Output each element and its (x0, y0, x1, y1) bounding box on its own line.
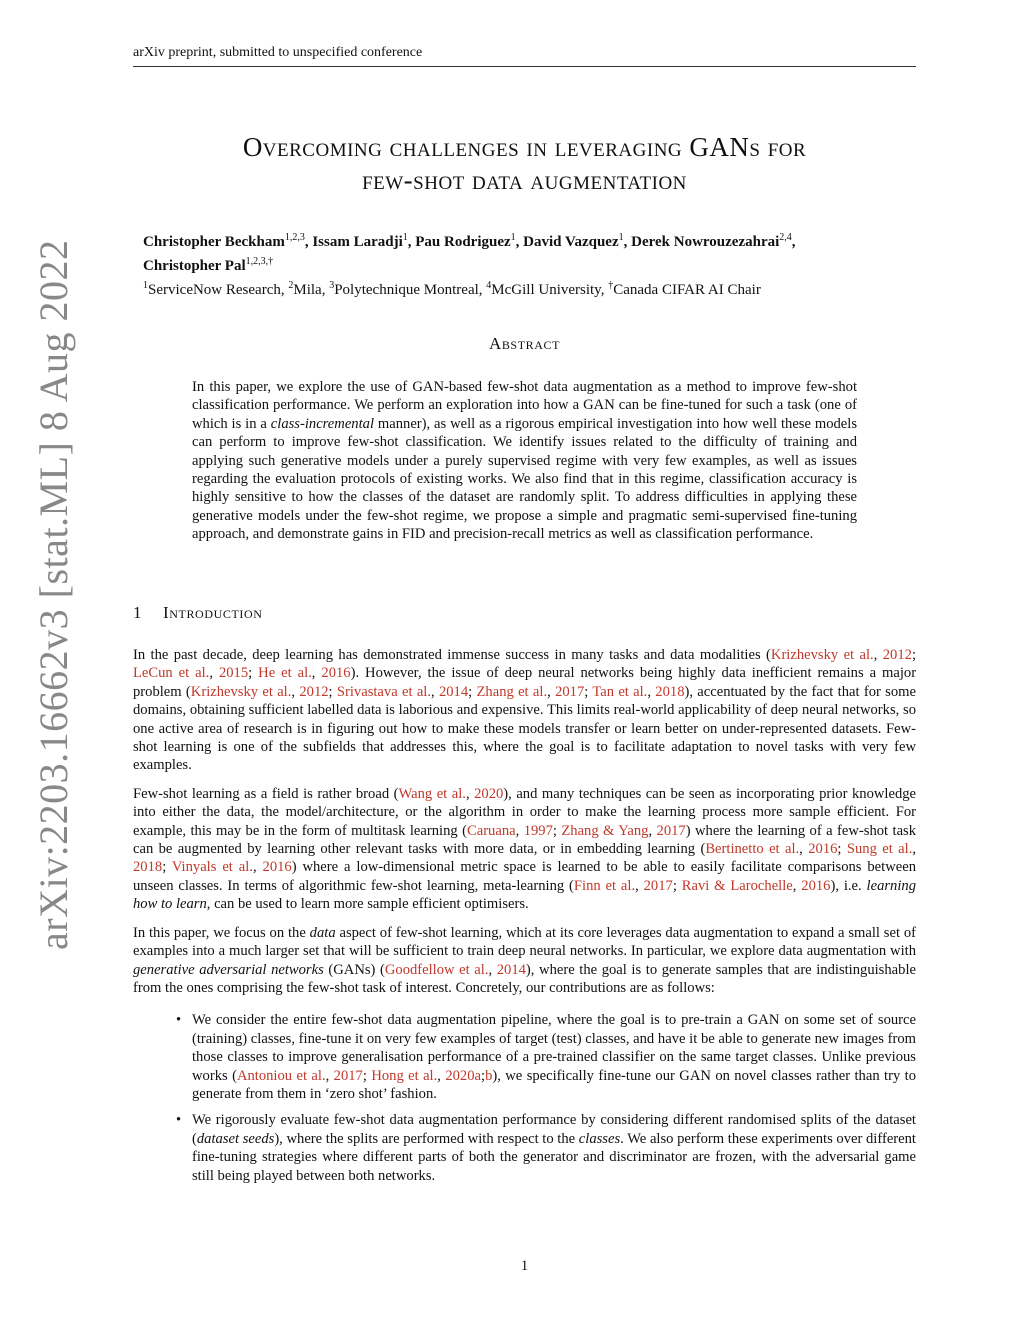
citation-link[interactable]: 2015 (218, 665, 249, 682)
affil-sup: 1 (143, 280, 148, 291)
citation-link[interactable]: 2014 (496, 961, 526, 978)
citation-link[interactable]: 1997 (523, 822, 553, 839)
affiliation: ServiceNow Research, (148, 282, 289, 298)
affil-sup: 3 (329, 280, 335, 291)
citation-link[interactable]: Sung et al. (846, 841, 913, 858)
citation-link[interactable]: 2014 (438, 683, 469, 700)
introduction-body (133, 646, 916, 1193)
author-sup: 1 (510, 232, 516, 243)
citation-link[interactable]: 2016 (321, 665, 351, 682)
citation-link[interactable]: Zhang & Yang (561, 822, 649, 839)
author: Christopher Beckham (143, 234, 285, 250)
paragraph-3: In this paper, we focus on the data aspect of few-shot learning, which at its core leverages data augmentation to expand a small set of examples into a much larger set that will be sufficient to train deep neural networks. In particular, we explore data augmentation with generative adversarial networks (GANs) (Goodfellow et al., 2014), where the goal is to generate samples that are indistinguishable from the ones comprising the few-shot task of interest. Concretely, our contributions are as follows: (133, 924, 916, 996)
citation-link[interactable]: Krizhevsky et al. (190, 683, 292, 700)
citation-link[interactable]: He et al. (258, 665, 312, 682)
page-number: 1 (520, 1258, 529, 1274)
affiliation: Mila, (293, 282, 330, 298)
affil-sup: 2 (288, 280, 294, 291)
citation-link[interactable]: Krizhevsky et al. (770, 647, 874, 663)
citation-link[interactable]: 2020 (474, 785, 504, 802)
page-header: arXiv preprint, submitted to unspecified conference (133, 44, 916, 67)
abstract-text: In this paper, we explore the use of GAN-based few-shot data augmentation as a method to improve few-shot classification performance. We perform an exploration into how a GAN can be fine-tuned for such a task (one of which is in a class-incremental manner), as well as a rigorous empirical investigation into how well these models can perform to improve few-shot classification. We identify issues related to the difficulty of training and applying such generative models under a purely supervised regime with very few examples, as well as issues regarding the evaluation protocols of existing works. We also find that in this regime, classification accuracy is highly sensitive to how the classes of the dataset are randomly split. To address difficulties in applying these generative models under the few-shot regime, we propose a simple and pragmatic semi-supervised fine-tuning approach, and demonstrate gains in FID and precision-recall metrics as well as classification performance. (192, 379, 858, 543)
citation-link[interactable]: 2018 (133, 859, 163, 876)
citation-link[interactable]: Tan et al. (592, 683, 648, 700)
citation-link[interactable]: Caruana (466, 822, 516, 839)
paper-title (133, 131, 916, 197)
author-sup: 2,4 (779, 232, 792, 243)
paragraph-2: Few-shot learning as a field is rather broad (Wang et al., 2020), and many techniques can be seen as incorporating prior knowledge into either the data, the model/architecture, or the algorithm in order to make the learning process more sample efficient. For example, this may be in the form of multitask learning (Caruana, 1997; Zhang & Yang, 2017) where the learning of a few-shot task can be augmented by learning other relevant tasks with more data, or in embedding learning (Bertinetto et al., 2016; Sung et al., 2018; Vinyals et al., 2016) where a low-dimensional metric space is learned to be able to easily facilitate comparisons between unseen classes. In terms of algorithmic few-shot learning, meta-learning (Finn et al., 2017; Ravi & Larochelle, 2016), i.e. learning how to learn, can be used to learn more sample efficient optimisers. (133, 785, 917, 913)
citation-link[interactable]: 2017 (656, 822, 686, 839)
author: David Vazquez (523, 234, 619, 250)
title-line-1: Overcoming challenges in leveraging GANs for (242, 132, 807, 162)
affiliation: Canada CIFAR AI Chair (613, 282, 761, 298)
citation-link[interactable]: Finn et al. (573, 877, 636, 894)
list-item: • We consider the entire few-shot data augmentation pipeline, where the goal is to pre-train a GAN on some set of source (training) classes, fine-tune it on very few examples of target (test) classes, and have it be able to generate new images from those classes to improve generalisation performance of a pre-trained classifier on the same target classes. Unlike previous works (Antoniou et al., 2017; Hong et al., 2020a;b), we specifically fine-tune our GAN on novel classes rather than try to generate from them in ‘zero shot’ fashion. (176, 1012, 916, 1102)
citation-link[interactable]: Srivastava et al. (336, 683, 431, 700)
citation-link[interactable]: b (485, 1067, 493, 1084)
citation-link[interactable]: Antoniou et al. (236, 1067, 326, 1084)
citation-link[interactable]: 2020a (445, 1067, 481, 1084)
affiliations (143, 276, 918, 300)
citation-link[interactable]: Zhang et al. (476, 683, 548, 700)
title-line-2: few-shot data augmentation (362, 165, 687, 195)
citation-link[interactable]: 2018 (655, 683, 685, 700)
citation-link[interactable]: Bertinetto et al. (705, 841, 800, 858)
citation-link[interactable]: Wang et al. (398, 785, 466, 802)
arxiv-identifier: arXiv:2203.16662v3 [stat.ML] 8 Aug 2022 (31, 239, 76, 950)
affiliation: Polytechnique Montreal, (334, 282, 487, 298)
section-title: Introduction (163, 603, 263, 622)
citation-link[interactable]: Hong et al. (371, 1067, 438, 1084)
citation-link[interactable]: 2017 (333, 1067, 363, 1084)
citation-link[interactable]: Vinyals et al. (171, 859, 253, 876)
citation-link[interactable]: LeCun et al. (133, 665, 210, 682)
author-sup: 1 (402, 232, 408, 243)
author-sup: 1,2,3 (284, 232, 305, 243)
author-sup: 1 (618, 232, 624, 243)
citation-link[interactable]: 2012 (299, 683, 329, 700)
affiliation: McGill University, (491, 282, 609, 298)
section-number: 1 (133, 603, 143, 622)
citation-link[interactable]: Goodfellow et al. (384, 961, 489, 978)
citation-link[interactable]: Ravi & Larochelle (681, 877, 793, 894)
citation-link[interactable]: 2016 (801, 877, 831, 894)
author-names: Christopher Beckham$^{1,2,3}$, Issam Laradji$^1$, Pau Rodriguez$^1$, David Vazquez$^1$, Derek Nowrouzezahrai$^{2,4}$, Christopher Pal$^{1,2,3,\dagger}$ (143, 232, 796, 274)
bullet-icon: • (176, 1112, 182, 1129)
contributions-list (133, 1011, 916, 1185)
author: Derek Nowrouzezahrai (631, 234, 780, 250)
bullet-icon: • (176, 1012, 182, 1029)
affil-sup: 4 (486, 280, 492, 291)
author-block (143, 228, 918, 300)
author: Pau Rodriguez (415, 234, 511, 250)
citation-link[interactable]: 2016 (808, 841, 838, 858)
author: Christopher Pal (143, 258, 246, 274)
citation-link[interactable]: 2017 (555, 683, 585, 700)
author-sup: 1,2,3,† (245, 256, 274, 267)
citation-link[interactable]: 2012 (882, 647, 912, 663)
list-item: • We rigorously evaluate few-shot data augmentation performance by considering different randomised splits of the dataset (dataset seeds), where the splits are performed with respect to the classes. We also perform these experiments over different fine-tuning strategies where different parts of both the generator and discriminator are frozen, with the adversarial game still being played between both networks. (176, 1112, 916, 1184)
paragraph-1: In the past decade, deep learning has demonstrated immense success in many tasks and data modalities (Krizhevsky et al., 2012; LeCun et al., 2015; He et al., 2016). However, the issue of deep neural networks being highly data inefficient remains a major problem (Krizhevsky et al., 2012; Srivastava et al., 2014; Zhang et al., 2017; Tan et al., 2018), accentuated by the fact that for some domains, obtaining sufficient labelled data is laborious and expensive. This limits real-world applicability of deep neural networks, so one active area of research is in figuring out how to make these models transfer or learn better on under-represented datasets. Few-shot learning is one of the subfields that addresses this, where the goal is to facilitate adaptation to novel tasks with very few examples. (133, 647, 917, 774)
section-heading-introduction (133, 602, 916, 624)
citation-link[interactable]: 2016 (262, 859, 292, 876)
abstract-heading: Abstract (488, 334, 561, 353)
citation-link[interactable]: 2017 (643, 877, 673, 894)
author: Issam Laradji (312, 234, 403, 250)
affil-sup: † (608, 280, 614, 291)
